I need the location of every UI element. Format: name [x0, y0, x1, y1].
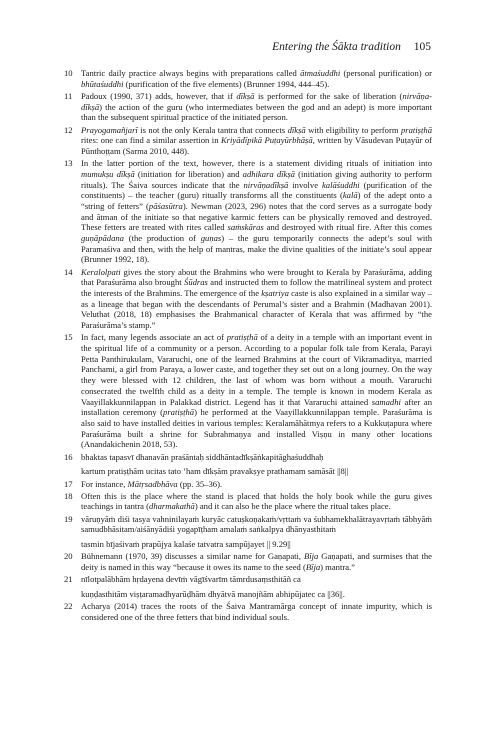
note-text: (the production of	[123, 233, 201, 244]
note-text: ) the action of the guru (who intermediates between the god and an adept) is more important than the subsequent spiritual practice of the initiated person.	[81, 101, 432, 123]
italic-term: pratiṣṭhā	[400, 124, 432, 135]
endnote-number: 19	[64, 513, 73, 524]
note-text: ) he performed at the Vaayillakkunnilappan temple. Paraśurāma is also said to have installed deities in various temples: Keralamāhātmya refers to a Kukkuṭapura where Paraśurāma built a shrine for Subrahmaṇya and installed Viṣṇu in many other locations (Anandakichenin 2018, 53).	[81, 407, 432, 450]
note-text: with eligibility to perform	[305, 124, 401, 135]
italic-term: Bīja	[305, 561, 321, 572]
note-text: rites: one can find a similar assertion in	[81, 135, 221, 146]
endnote-number: 17	[64, 478, 73, 489]
italic-term: saṁskāras	[227, 222, 264, 233]
note-text: ) and it can also be the place where the ritual takes place.	[194, 501, 391, 512]
note-text: ). Newman (2023, 296) notes that the cord serves as a surrogate body and ātman of the initiate so that negative karmic fetters can be physically removed and destroyed. These fetters are treated with rites called	[81, 200, 432, 233]
endnote-number: 15	[64, 332, 73, 343]
italic-term: pāśasūtra	[148, 200, 183, 211]
endnote-number: 22	[64, 601, 73, 612]
note-text: In the latter portion of the text, however, there is a statement dividing rituals of initiation into	[81, 158, 432, 169]
italic-term: pratiṣṭhā	[226, 332, 258, 343]
endnote-10	[64, 68, 432, 89]
endnote-19	[64, 514, 432, 550]
endnote-number: 16	[64, 451, 73, 462]
endnote-18	[64, 491, 432, 512]
endnote-11	[64, 91, 432, 123]
verse-line: kuṇḍasthitām viṣṭaramadhyarūḍhām dhyātvā manojñām abhipūjatec ca ||36||.	[81, 588, 345, 599]
italic-term: dīkṣā	[236, 90, 255, 101]
italic-term: guṇas	[200, 233, 222, 244]
italic-term: guṇāpādana	[81, 233, 124, 244]
endnote-17	[64, 479, 432, 490]
italic-term: mumukṣu dīkṣā	[81, 168, 135, 179]
italic-term: Keralolpati	[81, 266, 121, 277]
note-text: is performed for the sake of liberation (	[254, 90, 403, 101]
endnote-22	[64, 601, 432, 622]
note-text: ) of the adept onto a “string of fetters” (	[81, 190, 432, 211]
note-text: is not the only Kerala tantra that connects	[137, 124, 288, 135]
note-text: gives the story about the Brahmins who were brought to Kerala by Paraśurāma, adding that Paraśurāma also brought	[81, 266, 432, 288]
italic-term: Prayogamañjarī	[81, 124, 138, 135]
note-text: (personal purification) or	[340, 68, 433, 78]
note-text: For instance,	[81, 478, 128, 489]
verse-line: vāruṇyāṁ diśi tasya vahninilayaṁ kuryāc catuṣkoṇakaṁ/vṛttaṁ va śubhamekhalātrayavṛtaṁ tābhyāṁ samudbhāsitam/aiśānyādiśi yogapīṭham amalaṁ saṅkalpya dhānyasthitaṁ	[81, 513, 432, 535]
note-text: Gaṇapati, and surmises that the deity is named in this way “because it owes its name to the seed (	[81, 551, 432, 572]
verse-line: bhaktas tapasvī dhanavān praśāntaḥ siddhāntadīkṣāṅkapitāghaśuddhaḥ	[81, 451, 324, 462]
note-text: and destroyed with ritual fire. After this comes	[263, 222, 432, 233]
italic-term: bhūtaśuddhi	[81, 78, 124, 89]
note-text: Bühnemann (1970, 39) discusses a similar name for Gaṇapati,	[81, 551, 304, 562]
endnote-20	[64, 551, 432, 572]
endnote-13	[64, 158, 432, 265]
italic-term: kṣatriya	[261, 288, 289, 299]
italic-term: kalā	[342, 190, 358, 201]
endnote-number: 11	[64, 90, 73, 101]
note-text: after an installation ceremony (	[81, 396, 432, 418]
verse-line: nīlotpalābhām hṛdayena devīṁ vāgīśvarīm tāmrdusaṃsthitāñ ca	[81, 574, 301, 585]
endnote-16	[64, 452, 432, 477]
italic-term: ātmaśuddhi	[300, 68, 341, 78]
endnote-number: 18	[64, 490, 73, 501]
italic-term: dīkṣā	[287, 124, 306, 135]
italic-term: nirvāṇa-dīkṣā	[81, 90, 432, 112]
running-title: Entering the Śākta tradition	[272, 41, 401, 53]
note-text: Tantric daily practice always begins with preparations called	[81, 68, 301, 78]
italic-term: kalāśuddhi	[321, 179, 360, 190]
italic-term: Śūdras	[184, 277, 208, 288]
italic-term: Kriyādīpikā Puṭayūrbhāṣā	[220, 135, 313, 146]
note-text: caste is also explained in a similar way – as a lineage that began with the descendants of Perumal’s sister and a Brahmin (Madhavan 2001). Veluthat (2018, 18) emphasises the Brahmanical character of Kerala that was affirmed by “the Paraśurāma’s stamp.”	[81, 288, 432, 331]
italic-term: pratiṣṭhā	[163, 407, 195, 418]
endnote-15	[64, 332, 432, 450]
note-text: , written by Vāsudevan Puṭayūr of Pūnthoṭṭam (Sarma 2010, 448).	[81, 135, 432, 156]
note-text: ) mantra.”	[320, 561, 355, 572]
endnote-21	[64, 574, 432, 599]
note-text: In fact, many legends associate an act of	[81, 332, 227, 343]
note-text: Acharya (2014) traces the roots of the Śaiva Mantramārga concept of innate impurity, which is considered one of the three fetters that bind individual souls.	[81, 601, 432, 622]
note-text: involve	[288, 179, 322, 190]
note-text: (initiation giving authority to perform rituals). The Śaiva sources indicate that the	[81, 168, 432, 190]
note-text: of a deity in a temple with an important event in the spiritual life of a community or a person. According to a popular folk tale from Kerala, Parayi Petta Panthirukulam, Vararuchi, one of the learned Brahmins at the court of Vikramaditya, married Panchami, a girl from Paraya, a lower caste, and together they set out on a long journey. On the way they were blessed with 12 children, the last of whom was born without a mouth. Vararuchi consecrated the twelfth child as a deity in a temple. The temple is known in modern Kerala as Vaayillakkunnilappan in Palakkad district. Legend has it that Vararuchi attained	[81, 332, 432, 407]
italic-term: Bīja	[304, 551, 319, 562]
endnote-14	[64, 267, 432, 331]
endnote-number: 13	[64, 158, 73, 169]
endnote-number: 20	[64, 551, 73, 562]
note-text: ) – the guru temporarily connects the adept’s soul with Paramaśiva and then, with the help of mantras, make the divine qualities of the initiate’s soul appear (Brunner 1992, 18).	[81, 233, 432, 265]
note-text: and instructed them to follow the matrilineal system and protect the interests of the Brahmins. The emergence of the	[81, 277, 432, 299]
endnote-number: 14	[64, 266, 73, 277]
running-header	[60, 41, 431, 57]
note-text: Often this is the place where the stand is placed that holds the holy book while the guru gives teachings in tantra (	[81, 490, 432, 512]
note-text: (purification of the five elements) (Brunner 1994, 444–45).	[123, 78, 330, 89]
note-text: (purification of the constituents) – the teacher (guru) ritually transforms all the constituents (	[81, 179, 432, 201]
endnote-number: 12	[64, 124, 73, 135]
endnotes-list	[64, 68, 432, 624]
italic-term: nirvāṇadīkṣā	[243, 179, 289, 190]
italic-term: Mātṛsadbhāva	[127, 478, 178, 489]
verse-line: kartum pratiṣṭhām ucitas tato ’ham dīkṣām pravakṣye prathamam samāsāt ||8||	[81, 466, 349, 477]
note-text: Padoux (1990, 371) adds, however, that if	[81, 90, 237, 101]
note-text: (initiation for liberation) and	[134, 168, 243, 179]
page-number: 105	[413, 41, 431, 53]
endnote-number: 10	[64, 68, 73, 78]
verse-line: tasmin bījaśivaṁ prapūjya kalaśe tatvatra sampūjayet || 9.29||	[81, 539, 291, 550]
endnote-12	[64, 125, 432, 157]
note-text: (pp. 35–36).	[177, 478, 223, 489]
italic-term: samadhi	[371, 396, 401, 407]
italic-term: adhikara dīkṣā	[242, 168, 295, 179]
endnote-number: 21	[64, 574, 73, 585]
italic-term: dharmakathā	[149, 501, 195, 512]
